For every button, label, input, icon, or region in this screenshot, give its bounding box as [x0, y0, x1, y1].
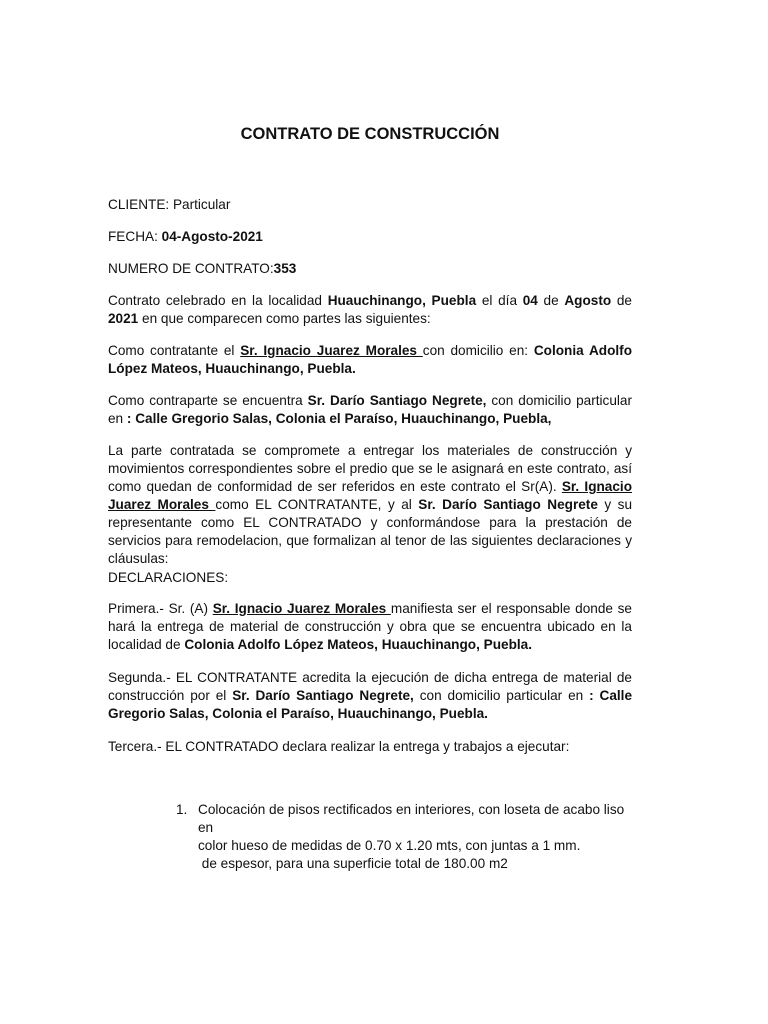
parte-name-2: Sr. Darío Santiago Negrete: [418, 497, 598, 512]
declaraciones-heading: DECLARACIONES:: [108, 570, 229, 585]
primera-name: Sr. Ignacio Juarez Morales: [212, 601, 391, 616]
intro-text-5: en que comparecen como partes las siguientes:: [138, 311, 431, 326]
contratante-name: Sr. Ignacio Juarez Morales: [240, 343, 423, 358]
list-item-number: 1.: [176, 802, 188, 817]
primera-place: Colonia Adolfo López Mateos, Huauchinango, Puebla.: [184, 637, 532, 652]
parte-text-3: y su representante como EL CONTRATADO y conformándose para la prestación de servicios para remodelacion, que formalizan al tenor de las siguientes declaraciones y cláusulas:: [108, 497, 633, 566]
contratante-address: Colonia Adolfo López Mateos, Huauchinango, Puebla.: [108, 343, 632, 376]
segunda-address: : Calle Gregorio Salas, Colonia el Paraíso, Huauchinango, Puebla.: [108, 688, 633, 721]
segunda-name: Sr. Darío Santiago Negrete,: [232, 688, 414, 703]
contratante-text-1: Como contratante el: [108, 343, 241, 358]
intro-month: Agosto: [564, 293, 612, 308]
client-line: [108, 196, 632, 214]
parte-name-1: Sr. Ignacio Juarez Morales: [108, 479, 632, 512]
intro-text-1: Contrato celebrado en la localidad: [108, 293, 328, 308]
intro-year: 2021: [108, 311, 139, 326]
date-line: [108, 228, 632, 246]
date-value: 04-Agosto-2021: [161, 229, 263, 244]
contratante-text-2: con domicilio en:: [422, 343, 534, 358]
primera-text-1: Primera.- Sr. (A): [108, 601, 213, 616]
segunda-text-1: Segunda.- EL CONTRATANTE acredita la ejecución de dicha entrega de material de construcción por el: [108, 670, 632, 703]
intro-text-3: de: [537, 293, 565, 308]
list-item-body: [198, 801, 632, 873]
contraparte-text-1: Como contraparte se encuentra: [108, 393, 308, 408]
parte-text-2: como EL CONTRATANTE, y al: [215, 497, 419, 512]
client-value: Particular: [172, 197, 231, 212]
contraparte-text-2: con domicilio particular en: [108, 393, 632, 426]
tercera-paragraph: Tercera.- EL CONTRATADO declara realizar la entrega y trabajos a ejecutar:: [108, 739, 570, 754]
date-label: FECHA:: [108, 229, 158, 244]
intro-day: 04: [522, 293, 538, 308]
contract-number-label: NUMERO DE CONTRATO:: [108, 261, 274, 276]
document-title: CONTRATO DE CONSTRUCCIÓN: [240, 125, 500, 143]
primera-text-2: manifiesta ser el responsable donde se hará la entrega de material de construcción y obra que se encuentra ubicado en la localidad de: [108, 601, 632, 652]
intro-paragraph: [108, 292, 632, 328]
intro-text-2: el día: [476, 293, 523, 308]
segunda-text-2: con domicilio particular en: [413, 688, 590, 703]
primera-paragraph: [108, 600, 632, 654]
parte-paragraph: [108, 442, 632, 568]
contratante-paragraph: [108, 342, 632, 378]
contraparte-name: Sr. Darío Santiago Negrete,: [307, 393, 487, 408]
client-label: CLIENTE:: [108, 197, 170, 212]
contract-number-line: [108, 260, 632, 278]
segunda-paragraph: [108, 669, 632, 723]
intro-place: Huauchinango, Puebla: [327, 293, 477, 308]
intro-text-4: de: [611, 293, 632, 308]
parte-text-1: La parte contratada se compromete a entregar los materiales de construcción y movimientos correspondientes sobre el predio que se le asignará en este contrato, así como quedan de conformidad de ser referidos en este contrato el Sr(A).: [108, 443, 632, 494]
list-item-line-1: Colocación de pisos rectificados en interiores, con loseta de acabo liso en: [198, 802, 625, 835]
list-item: [176, 801, 632, 873]
contraparte-address: : Calle Gregorio Salas, Colonia el Paraíso, Huauchinango, Puebla,: [126, 411, 552, 426]
contract-number-value: 353: [273, 261, 297, 276]
list-item-line-3: de espesor, para una superficie total de 180.00 m2: [198, 856, 508, 871]
contraparte-paragraph: [108, 392, 632, 428]
list-item-line-2: color hueso de medidas de 0.70 x 1.20 mts, con juntas a 1 mm.: [198, 838, 581, 853]
